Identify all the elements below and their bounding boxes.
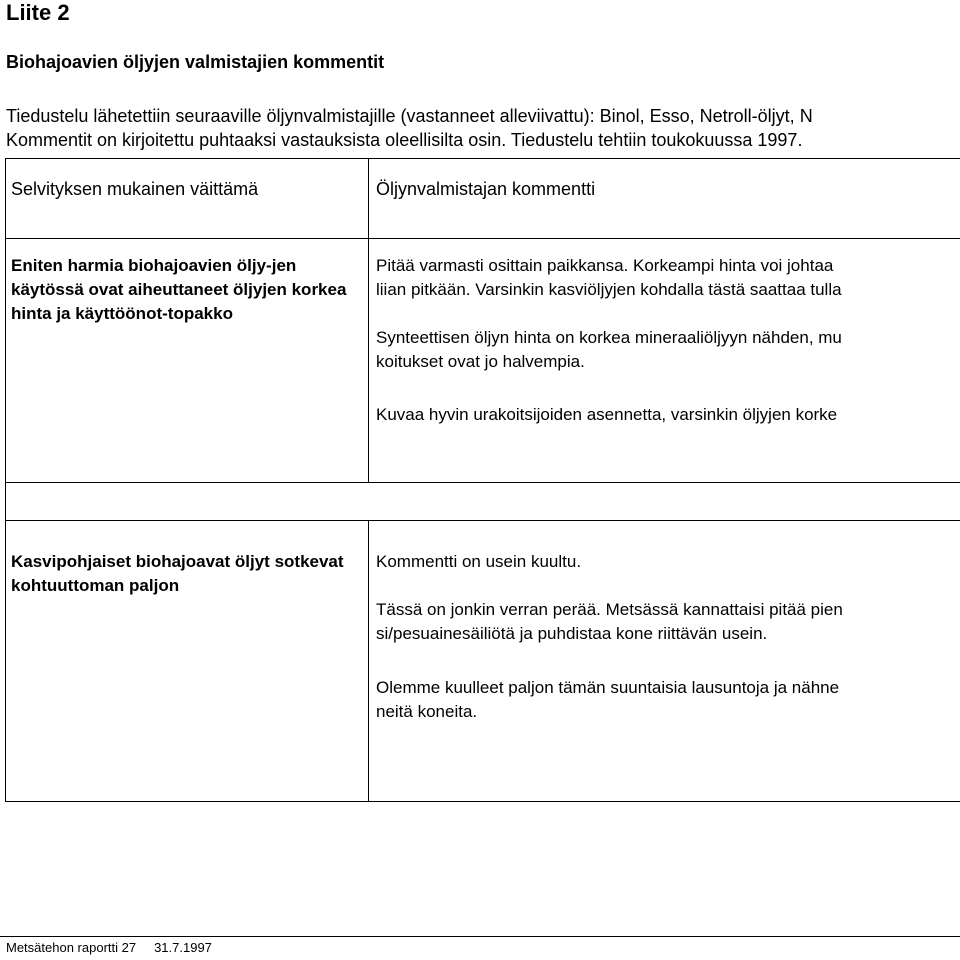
comment-line: si/pesuainesäiliötä ja puhdistaa kone riittävän usein. [376,624,768,643]
footer-date: 31.7.1997 [154,940,212,955]
comment-block [376,254,842,302]
claim-text: Eniten harmia biohajoavien öljy-jen käytössä ovat aiheuttaneet öljyjen korkea hinta ja käyttöönot-topakko [11,256,347,323]
comment-block [376,598,843,646]
comment-line: neitä koneita. [376,702,478,721]
page-footer [6,940,230,956]
table-rule [5,158,960,159]
table-rule [5,520,960,521]
comment-line: Kommentti on usein kuultu. [376,552,582,571]
column-header-claim: Selvityksen mukainen väittämä [11,179,259,199]
footer-rule [0,936,960,937]
intro-text [6,104,813,152]
intro-line: Tiedustelu lähetettiin seuraaville öljynvalmistajille (vastanneet alleviivattu): Binol, Esso, Netroll-öljyt, N [6,106,813,126]
comment-block [376,676,839,724]
table-rule [368,520,369,802]
table-rule [5,238,960,239]
comment-block [376,550,581,574]
page-title: Liite 2 [6,0,70,25]
footer-report: Metsätehon raportti 27 [6,940,137,955]
section-heading: Biohajoavien öljyjen valmistajien kommentit [6,52,385,72]
comment-line: koitukset ovat jo halvempia. [376,352,585,371]
comment-line: Tässä on jonkin verran perää. Metsässä kannattaisi pitää pien [376,600,843,619]
comment-block [376,326,842,374]
column-header-comment: Öljynvalmistajan kommentti [376,179,596,199]
table-rule [5,158,6,802]
table-rule [5,801,960,802]
table-rule [368,158,369,482]
comment-line: Synteettisen öljyn hinta on korkea mineraaliöljyyn nähden, mu [376,328,842,347]
comment-line: Kuvaa hyvin urakoitsijoiden asennetta, varsinkin öljyjen korke [376,405,838,424]
comment-line: Olemme kuulleet paljon tämän suuntaisia lausuntoja ja nähne [376,678,840,697]
comment-line: liian pitkään. Varsinkin kasviöljyjen kohdalla tästä saattaa tulla [376,280,842,299]
comment-line: Pitää varmasti osittain paikkansa. Korkeampi hinta voi johtaa [376,256,834,275]
claim-text: Kasvipohjaiset biohajoavat öljyt sotkevat kohtuuttoman paljon [11,552,344,595]
intro-line: Kommentit on kirjoitettu puhtaaksi vastauksista oleellisilta osin. Tiedustelu tehtiin toukokuussa 1997. [6,130,803,150]
comments-table [5,158,960,802]
comment-block [376,403,837,427]
table-rule [5,482,960,483]
